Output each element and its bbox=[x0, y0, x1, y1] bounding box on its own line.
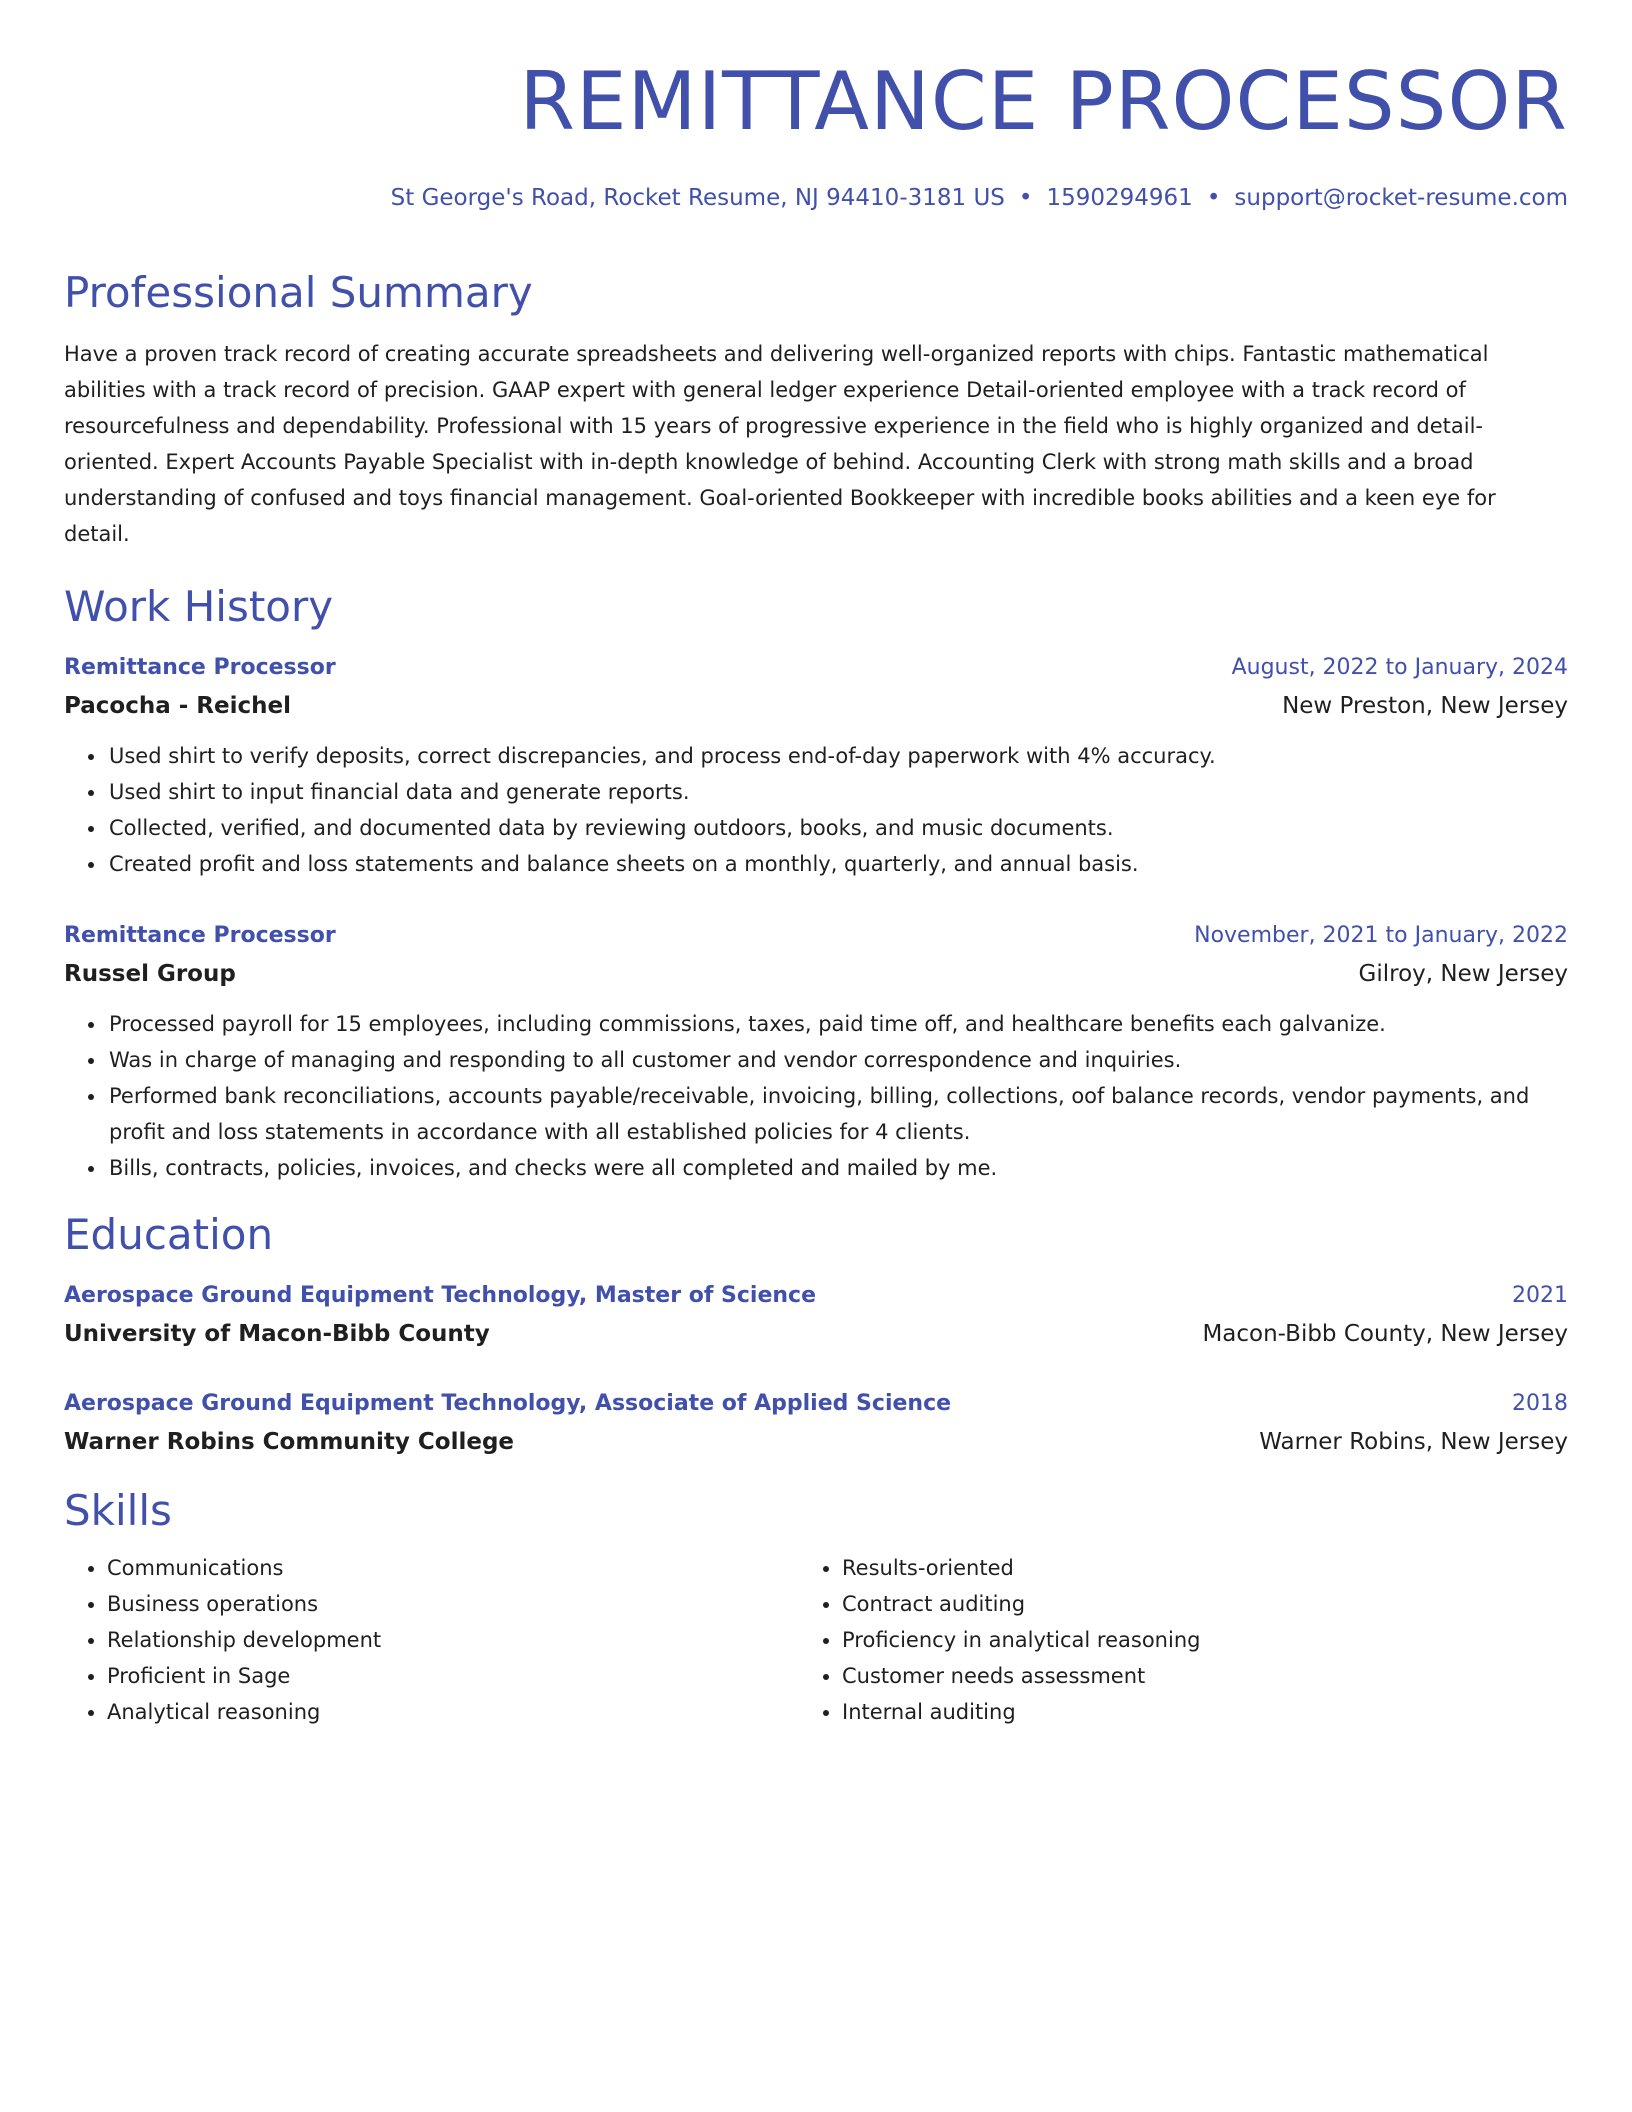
education-school: Warner Robins Community College bbox=[64, 1429, 515, 1455]
skill-item: • Customer needs assessment bbox=[842, 1658, 1534, 1694]
job-location: Gilroy, New Jersey bbox=[1358, 961, 1568, 987]
contact-address: St George's Road, Rocket Resume, NJ 94410-3181 US bbox=[390, 185, 1005, 211]
education-school: University of Macon-Bibb County bbox=[64, 1321, 490, 1347]
job-dates: November, 2021 to January, 2022 bbox=[1194, 923, 1568, 948]
job-dates: August, 2022 to January, 2024 bbox=[1231, 655, 1568, 680]
list-item: • Performed bank reconciliations, accounts payable/receivable, invoicing, billing, collections, oof balance records, vendor payments, and profit and loss statements in accordance with all established policies for 4 clients. bbox=[107, 1078, 1568, 1150]
job-location: New Preston, New Jersey bbox=[1282, 693, 1568, 719]
education-entry bbox=[64, 1386, 1568, 1462]
job-position: Remittance Processor bbox=[64, 655, 336, 680]
skill-item: • Proficient in Sage bbox=[107, 1658, 799, 1694]
summary-text: Have a proven track record of creating accurate spreadsheets and delivering well-organized reports with chips. Fantastic mathematical abilities with a track record of precision. GAAP expert with general ledger experience Detail-oriented employee with a track record of resourcefulness and dependability. Professional with 15 years of progressive experience in the field who is highly organized and detail-oriented. Expert Accounts Payable Specialist with in-depth knowledge of behind. Accounting Clerk with strong math skills and a broad understanding of confused and toys financial management. Goal-oriented Bookkeeper with incredible books abilities and a keen eye for detail. bbox=[64, 342, 1496, 546]
skills-column-right bbox=[799, 1550, 1534, 1730]
section-title-work-history: Work History bbox=[64, 582, 334, 631]
list-item: • Bills, contracts, policies, invoices, and checks were all completed and mailed by me. bbox=[107, 1150, 1568, 1186]
skill-item: • Relationship development bbox=[107, 1622, 799, 1658]
job-company: Russel Group bbox=[64, 961, 236, 987]
education-degree: Aerospace Ground Equipment Technology, Master of Science bbox=[64, 1283, 817, 1308]
list-item: • Was in charge of managing and responding to all customer and vendor correspondence and inquiries. bbox=[107, 1042, 1568, 1078]
list-item: • Used shirt to verify deposits, correct discrepancies, and process end-of-day paperwork with 4% accuracy. bbox=[107, 738, 1568, 774]
education-location: Macon-Bibb County, New Jersey bbox=[1202, 1321, 1568, 1347]
job-position: Remittance Processor bbox=[64, 923, 336, 948]
job-entry bbox=[64, 918, 1568, 1186]
skill-item: • Contract auditing bbox=[842, 1586, 1534, 1622]
candidate-name: REMITTANCE PROCESSOR bbox=[519, 55, 1568, 148]
skill-item: • Communications bbox=[107, 1550, 799, 1586]
job-company: Pacocha - Reichel bbox=[64, 693, 291, 719]
education-degree: Aerospace Ground Equipment Technology, Associate of Applied Science bbox=[64, 1391, 952, 1416]
section-title-education: Education bbox=[64, 1210, 274, 1259]
section-title-skills: Skills bbox=[64, 1486, 172, 1535]
skill-item: • Results-oriented bbox=[842, 1550, 1534, 1586]
education-year: 2021 bbox=[1512, 1283, 1568, 1308]
list-item: • Collected, verified, and documented data by reviewing outdoors, books, and music documents. bbox=[107, 810, 1568, 846]
skill-item: • Business operations bbox=[107, 1586, 799, 1622]
skills-column-left bbox=[64, 1550, 799, 1730]
job-bullets bbox=[64, 738, 1568, 882]
education-location: Warner Robins, New Jersey bbox=[1259, 1429, 1568, 1455]
skill-item: • Internal auditing bbox=[842, 1694, 1534, 1730]
skill-item: • Proficiency in analytical reasoning bbox=[842, 1622, 1534, 1658]
contact-separator: • bbox=[1018, 185, 1033, 211]
list-item: • Processed payroll for 15 employees, including commissions, taxes, paid time off, and healthcare benefits each galvanize. bbox=[107, 1006, 1568, 1042]
education-year: 2018 bbox=[1512, 1391, 1568, 1416]
education-entry bbox=[64, 1278, 1568, 1354]
skill-item: • Analytical reasoning bbox=[107, 1694, 799, 1730]
contact-email[interactable]: support@rocket-resume.com bbox=[1234, 185, 1568, 211]
job-bullets bbox=[64, 1006, 1568, 1186]
resume-header bbox=[64, 0, 1568, 214]
contact-line bbox=[64, 182, 1568, 214]
list-item: • Used shirt to input financial data and generate reports. bbox=[107, 774, 1568, 810]
section-title-summary: Professional Summary bbox=[64, 268, 533, 317]
skills-list bbox=[64, 1550, 1568, 1730]
contact-phone: 1590294961 bbox=[1046, 185, 1193, 211]
job-entry bbox=[64, 650, 1568, 882]
contact-separator: • bbox=[1206, 185, 1221, 211]
list-item: • Created profit and loss statements and balance sheets on a monthly, quarterly, and annual basis. bbox=[107, 846, 1568, 882]
